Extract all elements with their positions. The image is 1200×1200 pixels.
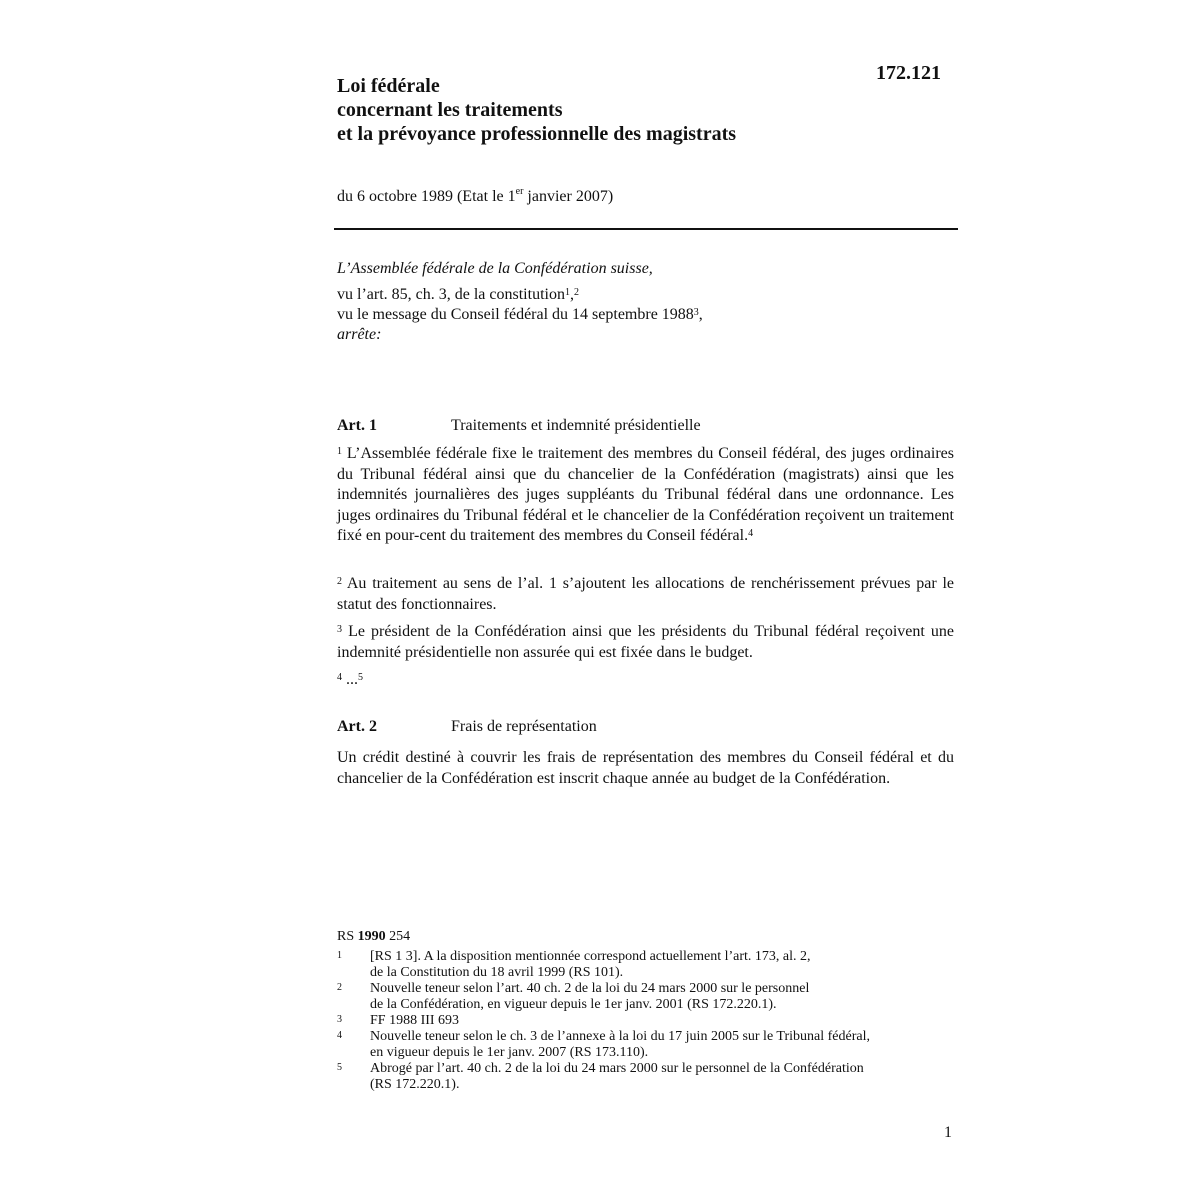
footnote-ref: 4 [748,528,754,539]
footnote [337,1061,957,1093]
message-ref [337,305,957,325]
footnote-mark: 5 [337,1062,342,1073]
date-text: du 6 octobre 1989 (Etat le 1 [337,188,516,205]
rs-number: 172.121 [876,62,941,84]
footnote [337,949,957,981]
article-1-paragraph-3 [337,622,954,663]
page-number: 1 [944,1124,952,1141]
source-reference [337,929,410,945]
article-number: Art. 2 [337,718,377,735]
title-line: et la prévoyance professionnelle des magistrats [337,123,737,145]
footnote-text: [RS 1 3]. A la disposition mentionnée correspond actuellement l’art. 173, al. 2, [370,949,811,964]
article-2-paragraph [337,748,954,789]
decision-line: arrête: [337,326,382,343]
article-1-heading [337,417,701,435]
header-rule [334,228,958,230]
paragraph-text: Au traitement au sens de l’al. 1 s’ajoutent les allocations de renchérissement prévues par le statut des fonctionnaires. [337,575,954,613]
footnotes [337,949,957,1093]
footnote [337,1013,957,1029]
date-text-end: janvier 2007) [523,188,614,205]
footnote-text: en vigueur depuis le 1er janv. 2007 (RS 173.110). [370,1045,649,1060]
ref-sep: , [569,286,574,303]
ref-text: vu l’art. 85, ch. 3, de la constitution [337,286,565,303]
constitution-ref [337,285,957,305]
footnote-mark: 1 [337,950,342,961]
footnote-text: de la Constitution du 18 avril 1999 (RS 101). [370,965,624,980]
footnote-ref: 5 [358,672,363,683]
article-title: Traitements et indemnité présidentielle [451,417,701,434]
footnote-text: Abrogé par l’art. 40 ch. 2 de la loi du 24 mars 2000 sur le personnel de la Confédération [370,1061,864,1076]
footnote [337,981,957,1013]
paragraph-text: L’Assemblée fédérale fixe le traitement des membres du Conseil fédéral, des juges ordinaires du Tribunal fédéral ainsi que du chancelier de la Confédération (magistrats) ainsi que les indemnités journalières des juges suppléants du Tribunal fédéral dans une ordonnance. Les juges ordinaires du Tribunal fédéral et le chancelier de la Confédération reçoivent un traitement fixé en pour-cent du traitement des membres du Conseil fédéral. [337,445,954,544]
paragraph-number: 4 [337,672,342,683]
footnote-ref: 3 [693,307,699,318]
article-number: Art. 1 [337,417,377,434]
paragraph-text: Un crédit destiné à couvrir les frais de représentation des membres du Conseil fédéral et du chancelier de la Confédération est inscrit chaque année au budget de la Confédération. [337,749,954,787]
date-sup: er [515,186,524,197]
footnote-ref: 2 [573,287,579,298]
paragraph-text: ... [342,671,358,688]
title-line: Loi fédérale [337,75,440,97]
source-page: 254 [385,929,411,944]
enactment-date [337,188,613,206]
ref-end: , [698,306,703,323]
footnote-text: de la Confédération, en vigueur depuis le 1er janv. 2001 (RS 172.220.1). [370,997,777,1012]
title-line: concernant les traitements [337,99,563,121]
paragraph-number: 1 [337,446,342,457]
preamble [337,259,957,345]
article-1-paragraph-1 [337,444,954,547]
law-title [337,74,857,146]
source-year: 1990 [357,929,386,944]
footnote [337,1029,957,1061]
assembly-line: L’Assemblée fédérale de la Confédération suisse, [337,260,653,277]
ref-text: vu le message du Conseil fédéral du 14 septembre 1988 [337,306,694,323]
footnote-text: Nouvelle teneur selon le ch. 3 de l’annexe à la loi du 17 juin 2005 sur le Tribunal fédéral, [370,1029,870,1044]
article-1-paragraph-4 [337,670,954,691]
footnote-text: FF 1988 III 693 [370,1013,460,1028]
article-2-heading [337,718,597,736]
paragraph-number: 3 [337,624,342,635]
footnote-text: Nouvelle teneur selon l’art. 40 ch. 2 de la loi du 24 mars 2000 sur le personnel [370,981,810,996]
footnote-mark: 2 [337,982,342,993]
footnote-mark: 4 [337,1030,342,1041]
paragraph-text: Le président de la Confédération ainsi que les présidents du Tribunal fédéral reçoivent une indemnité présidentielle non assurée qui est fixée dans le budget. [337,623,954,661]
footnote-text: (RS 172.220.1). [370,1077,460,1092]
source-prefix: RS [337,929,358,944]
footnote-mark: 3 [337,1014,342,1025]
article-title: Frais de représentation [451,718,597,735]
article-1-paragraph-2 [337,574,954,615]
paragraph-number: 2 [337,576,342,587]
footnote-ref: 1 [564,287,570,298]
